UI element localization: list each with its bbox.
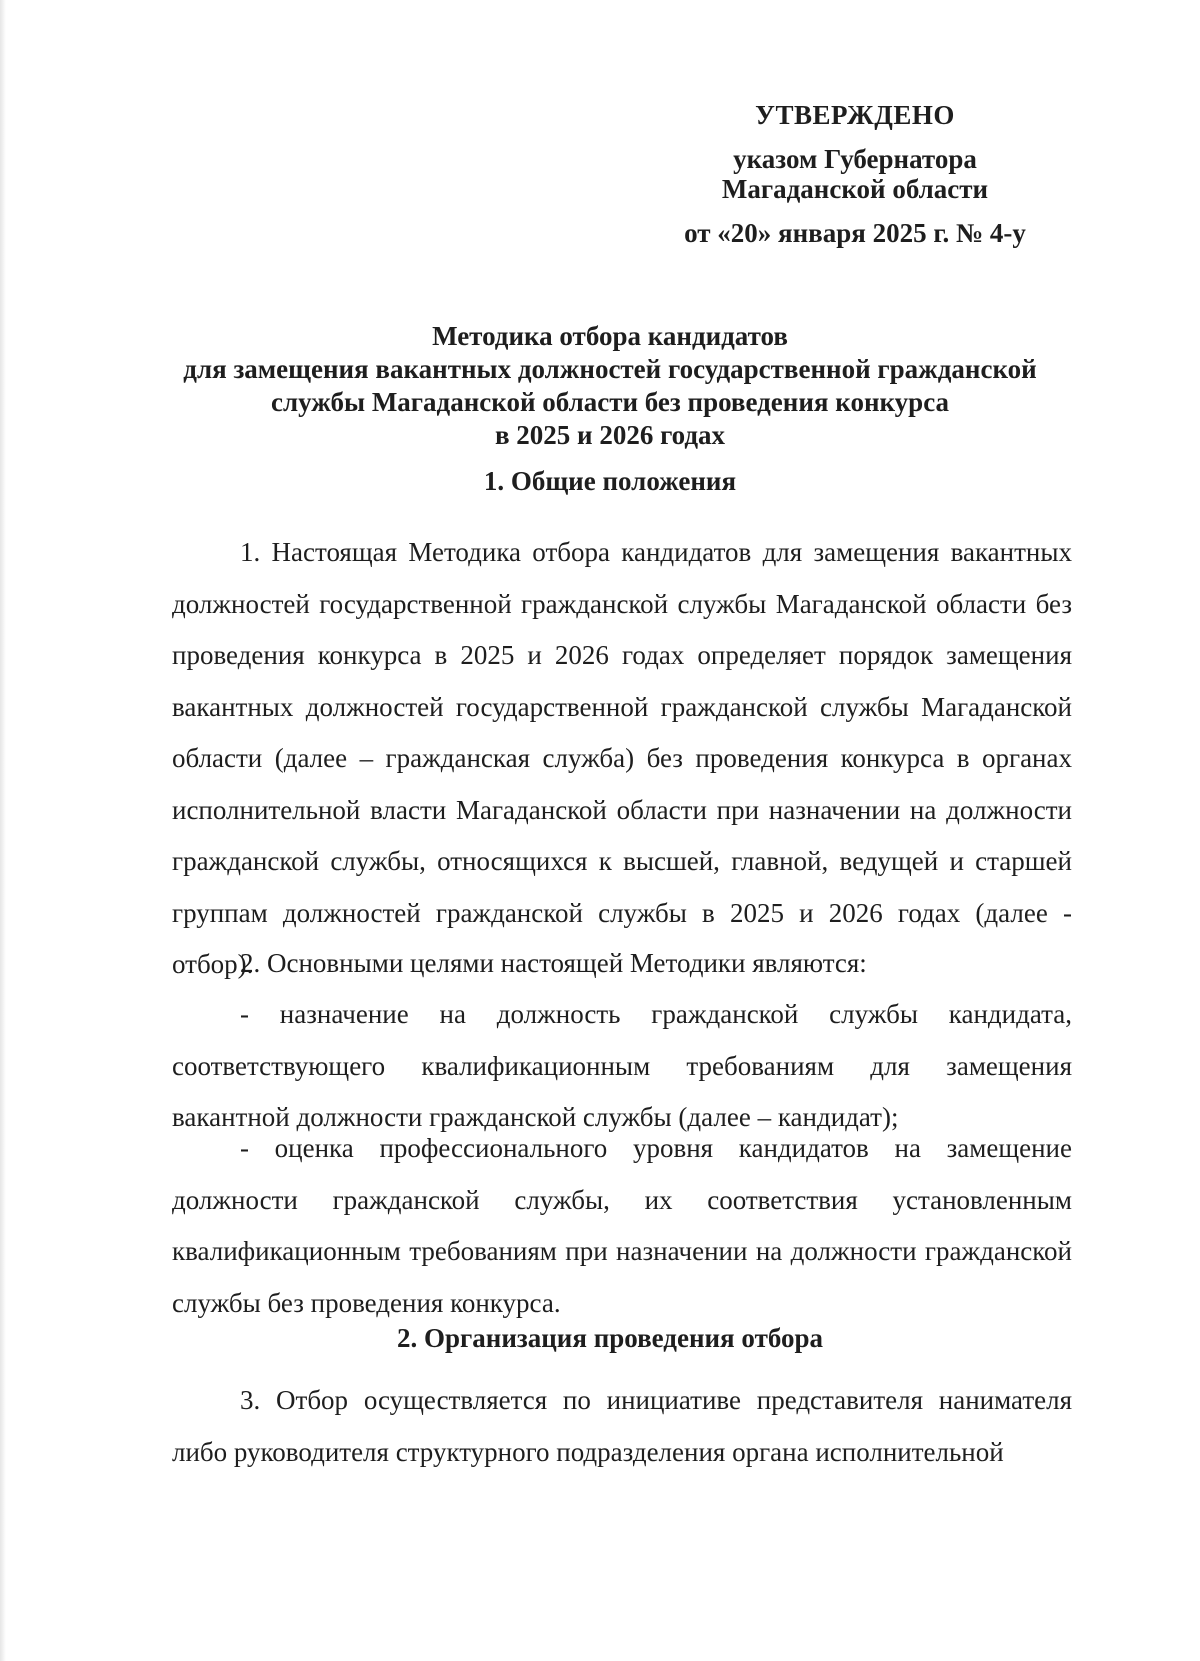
approval-line-1: указом Губернатора [733,144,977,174]
approval-block [684,100,1026,248]
paragraph-goal-2: - оценка профессионального уровня кандидатов на замещение должности гражданской службы, их соответствия установленным квалификационным требованиям при назначении на должности гражданской службы без проведения конкурса. [172,1133,1072,1318]
approval-stamp: УТВЕРЖДЕНО [755,100,955,130]
document-title [150,320,1070,452]
title-line-1: Методика отбора кандидатов [432,321,788,351]
paragraph-3: 3. Отбор осуществляется по инициативе представителя нанимателя либо руководителя структурного подразделения органа исполнительной [172,1385,1072,1467]
section-heading-organization: 2. Организация проведения отбора [396,1323,823,1353]
approval-line-2: Магаданской области [721,174,989,204]
paragraph-goal-1: - назначение на должность гражданской службы кандидата, соответствующего квалификационным требованиям для замещения вакантной должности гражданской службы (далее – кандидат); [172,999,1072,1132]
title-line-2: для замещения вакантных должностей государственной гражданской [183,354,1037,384]
title-line-3: службы Магаданской области без проведения конкурса [270,387,950,417]
title-line-4: в 2025 и 2026 годах [494,420,726,450]
paragraph-2: 2. Основными целями настоящей Методики являются: [240,948,867,978]
paragraph-1: 1. Настоящая Методика отбора кандидатов для замещения вакантных должностей государственной гражданской службы Магаданской области без проведения конкурса в 2025 и 2026 годах определяет порядок замещения вакантных должностей государственной гражданской службы Магаданской области (далее – гражданская служба) без проведения конкурса в органах исполнительной власти Магаданской области при назначении на должности гражданской службы, относящихся к высшей, главной, ведущей и старшей группам должностей гражданской службы в 2025 и 2026 годах (далее - отбор). [172,537,1072,979]
approval-date: от «20» января 2025 г. № 4-у [684,218,1026,248]
section-heading-general: 1. Общие положения [483,466,737,496]
scan-edge [0,0,6,1661]
